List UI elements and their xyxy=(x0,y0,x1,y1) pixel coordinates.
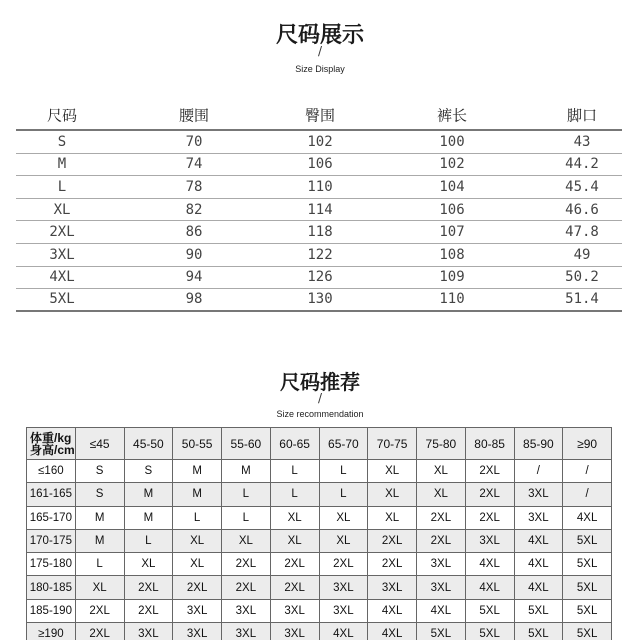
height-label: 175-180 xyxy=(27,553,76,576)
table-row xyxy=(16,289,622,312)
table-cell: 44.2 xyxy=(565,156,599,173)
recommended-size: S xyxy=(124,460,173,483)
table-row xyxy=(16,267,622,290)
table-cell: 114 xyxy=(307,201,333,218)
recommended-size: 4XL xyxy=(514,576,563,599)
table-row xyxy=(27,576,612,599)
recommended-size: XL xyxy=(222,529,271,552)
corner-weight-label: 体重/kg xyxy=(30,430,72,445)
table-cell: 106 xyxy=(439,201,465,218)
table-cell: 43 xyxy=(573,133,591,150)
recommended-size: XL xyxy=(270,506,319,529)
table-cell: L xyxy=(57,178,67,195)
height-label: 170-175 xyxy=(27,529,76,552)
recommended-size: L xyxy=(270,483,319,506)
recommended-size: 2XL xyxy=(465,483,514,506)
recommended-size: 3XL xyxy=(368,576,417,599)
table-cell: 2XL xyxy=(49,224,75,241)
recommended-size: 4XL xyxy=(368,599,417,622)
recommended-size: M xyxy=(173,460,222,483)
corner-height-label: 身高/cm xyxy=(30,442,75,457)
recommended-size: M xyxy=(124,506,173,529)
weight-header: 75-80 xyxy=(417,428,466,460)
recommended-size: 4XL xyxy=(417,599,466,622)
recommended-size: L xyxy=(319,460,368,483)
table-cell: 46.6 xyxy=(565,201,599,218)
recommended-size: 3XL xyxy=(417,576,466,599)
table-cell: 5XL xyxy=(49,291,75,308)
recommended-size: 2XL xyxy=(75,623,124,640)
weight-header: 50-55 xyxy=(173,428,222,460)
table-row xyxy=(16,199,622,222)
recommended-size: 4XL xyxy=(319,623,368,640)
size-table-body xyxy=(16,131,622,312)
recommended-size: 2XL xyxy=(173,576,222,599)
recommended-size: 4XL xyxy=(514,529,563,552)
recommended-size: 4XL xyxy=(514,553,563,576)
recommended-size: S xyxy=(75,483,124,506)
recommended-size: 3XL xyxy=(319,599,368,622)
table-row xyxy=(27,599,612,622)
weight-header: 45-50 xyxy=(124,428,173,460)
weight-header: 70-75 xyxy=(368,428,417,460)
recommended-size: 5XL xyxy=(465,599,514,622)
table-cell: 70 xyxy=(185,133,203,150)
recommended-size: 2XL xyxy=(124,576,173,599)
header-waist: 腰围 xyxy=(178,106,210,125)
recommended-size: XL xyxy=(75,576,124,599)
table-cell: M xyxy=(57,156,67,173)
size-recommendation-title: 尺码推荐 xyxy=(280,370,360,394)
table-cell: 4XL xyxy=(49,269,75,286)
recommended-size: 4XL xyxy=(465,576,514,599)
recommended-size: / xyxy=(514,460,563,483)
size-display-table xyxy=(16,101,622,312)
recommended-size: XL xyxy=(270,529,319,552)
recommended-size: M xyxy=(75,529,124,552)
recommended-size: 4XL xyxy=(368,623,417,640)
table-corner xyxy=(27,428,76,460)
recommended-size: 5XL xyxy=(514,623,563,640)
table-row xyxy=(27,529,612,552)
table-cell: 51.4 xyxy=(565,291,599,308)
table-cell: 122 xyxy=(307,246,333,263)
recommended-size: 3XL xyxy=(222,599,271,622)
recommended-size: 3XL xyxy=(270,623,319,640)
recommended-size: L xyxy=(124,529,173,552)
recommended-size: M xyxy=(173,483,222,506)
header-size: 尺码 xyxy=(46,106,78,125)
height-label: 180-185 xyxy=(27,576,76,599)
recommended-size: L xyxy=(222,483,271,506)
recommended-size: 2XL xyxy=(222,576,271,599)
recommended-size: 2XL xyxy=(368,553,417,576)
table-row xyxy=(27,553,612,576)
recommended-size: 3XL xyxy=(514,483,563,506)
table-cell: 86 xyxy=(185,224,203,241)
table-cell: 78 xyxy=(185,178,203,195)
recommended-size: XL xyxy=(319,506,368,529)
height-label: 165-170 xyxy=(27,506,76,529)
table-cell: 104 xyxy=(439,178,465,195)
recommended-size: 3XL xyxy=(417,553,466,576)
table-cell: 98 xyxy=(185,291,203,308)
recommended-size: XL xyxy=(319,529,368,552)
weight-header: ≤45 xyxy=(75,428,124,460)
table-cell: XL xyxy=(53,201,71,218)
recommended-size: XL xyxy=(368,483,417,506)
recommended-size: L xyxy=(319,483,368,506)
table-cell: 126 xyxy=(307,269,333,286)
recommended-size: XL xyxy=(368,460,417,483)
table-cell: 110 xyxy=(439,291,465,308)
table-cell: 74 xyxy=(185,156,203,173)
recommended-size: 3XL xyxy=(222,623,271,640)
size-display-slash: / xyxy=(317,44,323,58)
table-cell: 106 xyxy=(307,156,333,173)
recommended-size: 2XL xyxy=(270,576,319,599)
table-row xyxy=(16,221,622,244)
recommended-size: 3XL xyxy=(319,576,368,599)
table-cell: 94 xyxy=(185,269,203,286)
table-cell: 3XL xyxy=(49,246,75,263)
table-row xyxy=(27,483,612,506)
height-label: ≤160 xyxy=(27,460,76,483)
table-row xyxy=(16,154,622,177)
table-row xyxy=(16,131,622,154)
size-table-header xyxy=(16,101,622,131)
recommended-size: 2XL xyxy=(465,506,514,529)
height-label: 185-190 xyxy=(27,599,76,622)
table-cell: 100 xyxy=(439,133,465,150)
size-display-subtitle: Size Display xyxy=(295,64,345,74)
size-recommendation-subtitle: Size recommendation xyxy=(276,409,364,419)
recommended-size: / xyxy=(563,483,612,506)
recommended-size: 2XL xyxy=(465,460,514,483)
recommended-size: 5XL xyxy=(563,623,612,640)
table-row xyxy=(27,506,612,529)
recommended-size: 3XL xyxy=(270,599,319,622)
header-hip: 臀围 xyxy=(304,106,336,125)
table-cell: 130 xyxy=(307,291,333,308)
recommended-size: 4XL xyxy=(563,506,612,529)
table-cell: 102 xyxy=(439,156,465,173)
recommended-size: 3XL xyxy=(173,623,222,640)
recommended-size: XL xyxy=(417,483,466,506)
table-cell: 50.2 xyxy=(565,269,599,286)
table-cell: 118 xyxy=(307,224,333,241)
recommended-size: S xyxy=(75,460,124,483)
recommended-size: XL xyxy=(124,553,173,576)
weight-header: 60-65 xyxy=(270,428,319,460)
table-cell: S xyxy=(57,133,67,150)
recommended-size: M xyxy=(124,483,173,506)
recommended-size: XL xyxy=(173,529,222,552)
recommended-size: 5XL xyxy=(465,623,514,640)
recommended-size: 2XL xyxy=(222,553,271,576)
recommended-size: L xyxy=(222,506,271,529)
weight-header: 65-70 xyxy=(319,428,368,460)
recommended-size: M xyxy=(222,460,271,483)
recommended-size: 5XL xyxy=(514,599,563,622)
recommended-size: 3XL xyxy=(465,529,514,552)
table-cell: 49 xyxy=(573,246,591,263)
recommended-size: 2XL xyxy=(417,529,466,552)
recommended-size: L xyxy=(270,460,319,483)
header-length: 裤长 xyxy=(436,106,468,125)
table-row xyxy=(16,176,622,199)
header-leg-opening: 脚口 xyxy=(566,106,598,125)
height-label: 161-165 xyxy=(27,483,76,506)
weight-header: 55-60 xyxy=(222,428,271,460)
recommended-size: 5XL xyxy=(563,599,612,622)
size-recommendation-table xyxy=(26,427,612,640)
recommended-size: 3XL xyxy=(124,623,173,640)
recommended-size: 2XL xyxy=(270,553,319,576)
recommended-size: 2XL xyxy=(368,529,417,552)
table-cell: 108 xyxy=(439,246,465,263)
recommended-size: 5XL xyxy=(417,623,466,640)
weight-header: 85-90 xyxy=(514,428,563,460)
recommended-size: L xyxy=(75,553,124,576)
size-recommendation-slash: / xyxy=(317,391,323,405)
table-cell: 110 xyxy=(307,178,333,195)
table-row xyxy=(16,244,622,267)
recommended-size: 5XL xyxy=(563,529,612,552)
weight-header: 80-85 xyxy=(465,428,514,460)
weight-header: ≥90 xyxy=(563,428,612,460)
table-cell: 45.4 xyxy=(565,178,599,195)
height-label: ≥190 xyxy=(27,623,76,640)
recommended-size: 2XL xyxy=(75,599,124,622)
recommended-size: M xyxy=(75,506,124,529)
recommended-size: XL xyxy=(173,553,222,576)
table-row xyxy=(27,623,612,640)
recommended-size: 3XL xyxy=(514,506,563,529)
size-display-title: 尺码展示 xyxy=(275,23,364,48)
recommended-size: 2XL xyxy=(319,553,368,576)
recommended-size: XL xyxy=(368,506,417,529)
weight-header-row xyxy=(27,428,612,460)
table-row xyxy=(27,460,612,483)
table-cell: 102 xyxy=(307,133,333,150)
table-cell: 82 xyxy=(185,201,203,218)
recommended-size: 2XL xyxy=(417,506,466,529)
recommended-size: XL xyxy=(417,460,466,483)
table-cell: 109 xyxy=(439,269,465,286)
recommended-size: / xyxy=(563,460,612,483)
table-cell: 90 xyxy=(185,246,203,263)
recommended-size: 5XL xyxy=(563,576,612,599)
table-cell: 47.8 xyxy=(565,224,599,241)
recommended-size: L xyxy=(173,506,222,529)
recommended-size: 2XL xyxy=(124,599,173,622)
recommended-size: 3XL xyxy=(173,599,222,622)
recommended-size: 4XL xyxy=(465,553,514,576)
table-cell: 107 xyxy=(439,224,465,241)
recommended-size: 5XL xyxy=(563,553,612,576)
